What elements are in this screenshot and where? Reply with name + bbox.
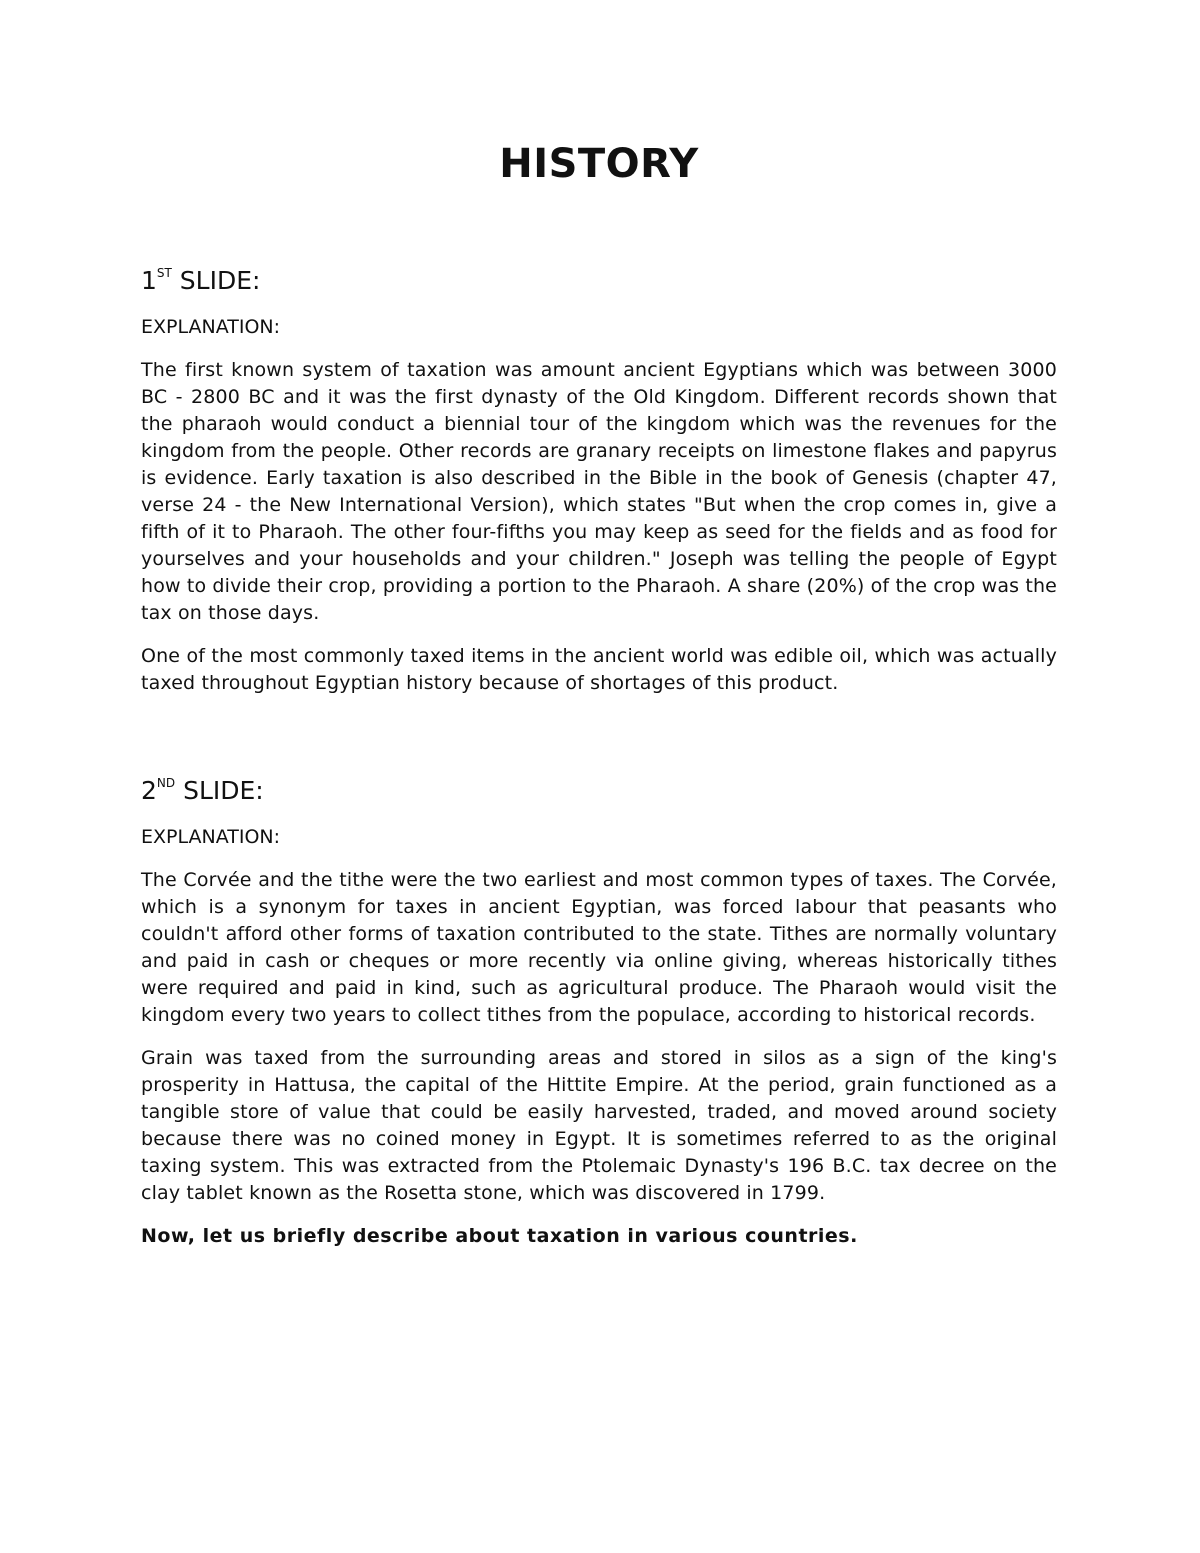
paragraph-1-2: One of the most commonly taxed items in the ancient world was edible oil, which was actually taxed throughout Egyptian history because of shortages of this product. <box>141 645 1057 694</box>
slide-heading-1 <box>141 265 1057 297</box>
slide-heading-text-1: SLIDE: <box>171 266 261 295</box>
slide-heading-2 <box>141 775 1057 807</box>
page-title: HISTORY <box>499 141 699 187</box>
slide-number-2: 2 <box>141 776 157 805</box>
slide-heading-text-2: SLIDE: <box>175 776 264 805</box>
paragraph-2-2: Grain was taxed from the surrounding areas and stored in silos as a sign of the king's prosperity in Hattusa, the capital of the Hittite Empire. At the period, grain functioned as a tangible store of value that could be easily harvested, traded, and moved around society because there was no coined money in Egypt. It is sometimes referred to as the original taxing system. This was extracted from the Ptolemaic Dynasty's 196 B.C. tax decree on the clay tablet known as the Rosetta stone, which was discovered in 1799. <box>141 1047 1057 1204</box>
explanation-label-1: EXPLANATION: <box>141 316 281 338</box>
slide-ordinal-1: ST <box>156 265 172 280</box>
slide-ordinal-2: ND <box>156 775 176 790</box>
paragraph-1-1: The first known system of taxation was amount ancient Egyptians which was between 3000 BC - 2800 BC and it was the first dynasty of the Old Kingdom. Different records shown that the pharaoh would conduct a biennial tour of the kingdom which was the revenues for the kingdom from the people. Other records are granary receipts on limestone flakes and papyrus is evidence. Early taxation is also described in the Bible in the book of Genesis (chapter 47, verse 24 - the New International Version), which states "But when the crop comes in, give a fifth of it to Pharaoh. The other four-fifths you may keep as seed for the fields and as food for yourselves and your households and your children." Joseph was telling the people of Egypt how to divide their crop, providing a portion to the Pharaoh. A share (20%) of the crop was the tax on those days. <box>141 359 1057 624</box>
slide-number-1: 1 <box>141 266 157 295</box>
slide-section-1 <box>141 265 1057 697</box>
document-body <box>141 138 1057 1250</box>
closing-statement: Now, let us briefly describe about taxation in various countries. <box>141 1225 858 1247</box>
paragraph-2-1: The Corvée and the tithe were the two earliest and most common types of taxes. The Corvée, which is a synonym for taxes in ancient Egyptian, was forced labour that peasants who couldn't afford other forms of taxation contributed to the state. Tithes are normally voluntary and paid in cash or cheques or more recently via online giving, whereas historically tithes were required and paid in kind, such as agricultural produce. The Pharaoh would visit the kingdom every two years to collect tithes from the populace, according to historical records. <box>141 869 1057 1026</box>
slide-section-2 <box>141 775 1057 1250</box>
explanation-label-2: EXPLANATION: <box>141 826 281 848</box>
